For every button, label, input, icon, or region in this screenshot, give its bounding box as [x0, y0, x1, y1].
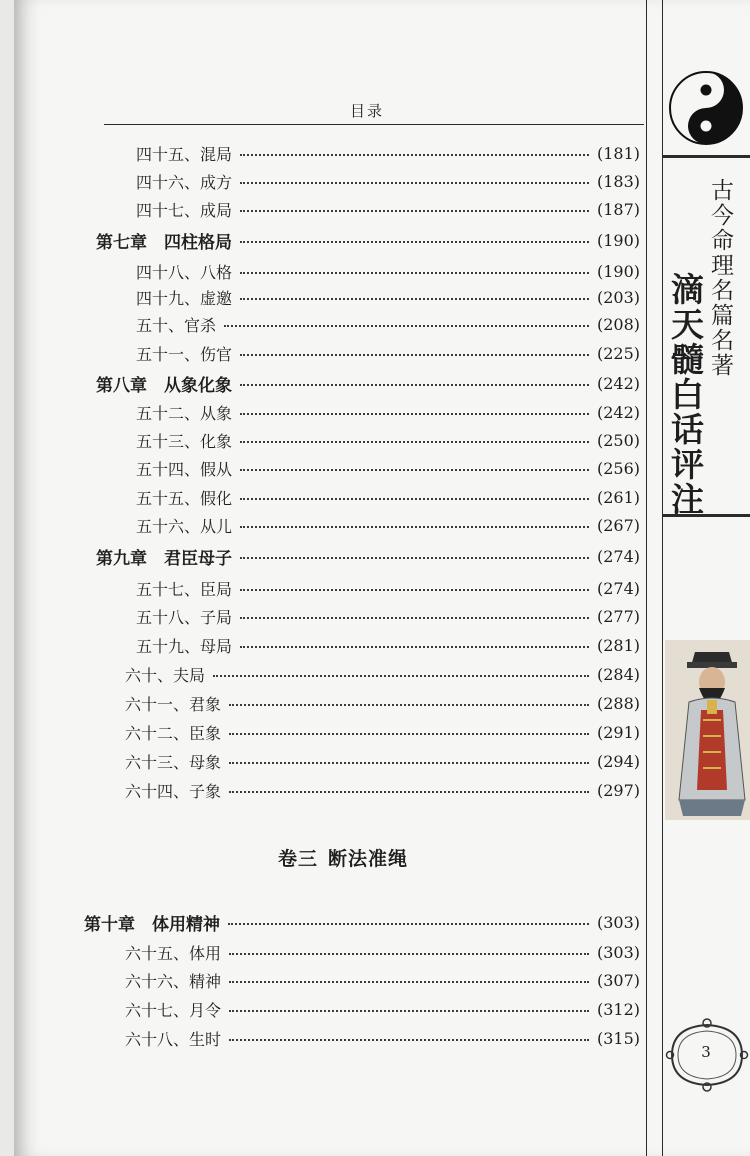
toc-chapter-row [96, 543, 640, 569]
toc-row [136, 575, 640, 601]
section-title: 五十三、化象 [136, 431, 233, 451]
section-title: 四十八、八格 [136, 262, 233, 282]
toc-row [136, 284, 640, 310]
page-reference: (181) [596, 143, 640, 163]
section-title: 六十七、月令 [125, 1000, 222, 1020]
figure-illustration [665, 640, 750, 820]
toc-row [136, 399, 640, 425]
page-reference: (288) [596, 693, 640, 713]
section-title: 六十三、母象 [125, 752, 222, 772]
toc-row [136, 455, 640, 481]
page-reference: (284) [596, 664, 640, 684]
page-reference: (256) [596, 458, 640, 478]
dot-leader [229, 981, 589, 983]
dot-leader [240, 384, 589, 386]
page-reference: (291) [596, 722, 640, 742]
chapter-title: 第八章 从象化象 [96, 375, 232, 396]
toc-row [136, 484, 640, 510]
section-title: 四十六、成方 [136, 172, 233, 192]
toc-row [136, 427, 640, 453]
section-title: 四十九、虚邀 [136, 288, 233, 308]
page-reference: (225) [596, 343, 640, 363]
page-reference: (303) [596, 912, 640, 932]
dot-leader [229, 1039, 589, 1041]
dot-leader [240, 241, 589, 243]
section-title: 四十七、成局 [136, 200, 233, 220]
band-border-left [646, 0, 647, 1156]
dot-leader [229, 791, 589, 793]
page-reference: (274) [596, 578, 640, 598]
dot-leader [240, 469, 589, 471]
section-title: 五十一、伤官 [136, 344, 233, 364]
toc-chapter-row [84, 909, 640, 935]
section-title: 五十八、子局 [136, 607, 233, 627]
toc-row [136, 603, 640, 629]
dot-leader [229, 953, 589, 955]
toc-row [125, 748, 640, 774]
toc-row [125, 939, 640, 965]
section-title: 四十五、混局 [136, 144, 233, 164]
dot-leader [240, 441, 589, 443]
chapter-title: 第十章 体用精神 [84, 914, 220, 935]
dot-leader [240, 498, 589, 500]
dot-leader [224, 325, 589, 327]
page-reference: (267) [596, 515, 640, 535]
page-reference: (315) [596, 1028, 640, 1048]
volume-title-text: 断法准绳 [328, 848, 409, 870]
page-number: 3 [701, 1043, 711, 1061]
page-reference: (303) [596, 942, 640, 962]
toc-row [125, 996, 640, 1022]
series-title: 古今命理名篇名著 [707, 178, 733, 378]
dot-leader [240, 272, 589, 274]
page-reference: (261) [596, 487, 640, 507]
section-title: 五十五、假化 [136, 488, 233, 508]
toc-row [136, 632, 640, 658]
page-reference: (274) [596, 546, 640, 566]
section-title: 五十、官杀 [136, 315, 217, 335]
chapter-title: 第七章 四柱格局 [96, 232, 232, 253]
section-title: 六十四、子象 [125, 781, 222, 801]
toc-row [136, 512, 640, 538]
toc-row [125, 1025, 640, 1051]
section-title: 五十九、母局 [136, 636, 233, 656]
toc-chapter-row [96, 370, 640, 396]
toc-row [136, 311, 640, 337]
section-title: 六十五、体用 [125, 943, 222, 963]
section-title: 六十六、精神 [125, 971, 222, 991]
page-number-badge [662, 1015, 750, 1095]
page-reference: (203) [596, 287, 640, 307]
toc-row [136, 340, 640, 366]
dot-leader [240, 154, 589, 156]
dot-leader [240, 210, 589, 212]
page-reference: (208) [596, 314, 640, 334]
section-title: 六十、夫局 [125, 665, 206, 685]
dot-leader [229, 704, 589, 706]
dot-leader [240, 413, 589, 415]
dot-leader [229, 762, 589, 764]
page-reference: (242) [596, 402, 640, 422]
page-reference: (190) [596, 230, 640, 250]
section-title: 五十二、从象 [136, 403, 233, 423]
section-title: 五十六、从儿 [136, 516, 233, 536]
toc-row [136, 168, 640, 194]
toc-row [125, 690, 640, 716]
page-reference: (250) [596, 430, 640, 450]
dot-leader [240, 354, 589, 356]
section-title: 六十一、君象 [125, 694, 222, 714]
page-reference: (187) [596, 199, 640, 219]
toc-chapter-row [96, 227, 640, 253]
book-title: 滴天髓白话评注 [666, 272, 705, 517]
page-reference: (294) [596, 751, 640, 771]
dot-leader [228, 923, 589, 925]
toc-row [125, 719, 640, 745]
dot-leader [240, 526, 589, 528]
dot-leader [240, 617, 589, 619]
dot-leader [240, 646, 589, 648]
yin-yang-icon [666, 68, 746, 148]
page-reference: (277) [596, 606, 640, 626]
page-reference: (307) [596, 970, 640, 990]
page-reference: (297) [596, 780, 640, 800]
dot-leader [240, 557, 589, 559]
page-reference: (281) [596, 635, 640, 655]
dot-leader [240, 298, 589, 300]
toc-row [125, 967, 640, 993]
toc-row [136, 196, 640, 222]
section-title: 六十八、生时 [125, 1029, 222, 1049]
toc-row [125, 777, 640, 803]
page-reference: (183) [596, 171, 640, 191]
dot-leader [229, 733, 589, 735]
volume-part: 卷三 [278, 848, 319, 870]
toc-row [136, 140, 640, 166]
running-header: 目录 [350, 102, 385, 120]
dot-leader [240, 589, 589, 591]
dot-leader [240, 182, 589, 184]
header-rule [104, 124, 644, 125]
dot-leader [229, 1010, 589, 1012]
volume-heading [278, 844, 418, 871]
page-reference: (312) [596, 999, 640, 1019]
band-border-inner [662, 0, 663, 1156]
band-rule-bottom [662, 514, 750, 517]
toc-row [136, 258, 640, 284]
section-title: 五十四、假从 [136, 459, 233, 479]
page-reference: (190) [596, 261, 640, 281]
toc-row [125, 661, 640, 687]
chapter-title: 第九章 君臣母子 [96, 548, 232, 569]
dot-leader [213, 675, 589, 677]
page-reference: (242) [596, 373, 640, 393]
book-page [14, 0, 750, 1156]
band-rule-top [662, 155, 750, 158]
section-title: 六十二、臣象 [125, 723, 222, 743]
section-title: 五十七、臣局 [136, 579, 233, 599]
